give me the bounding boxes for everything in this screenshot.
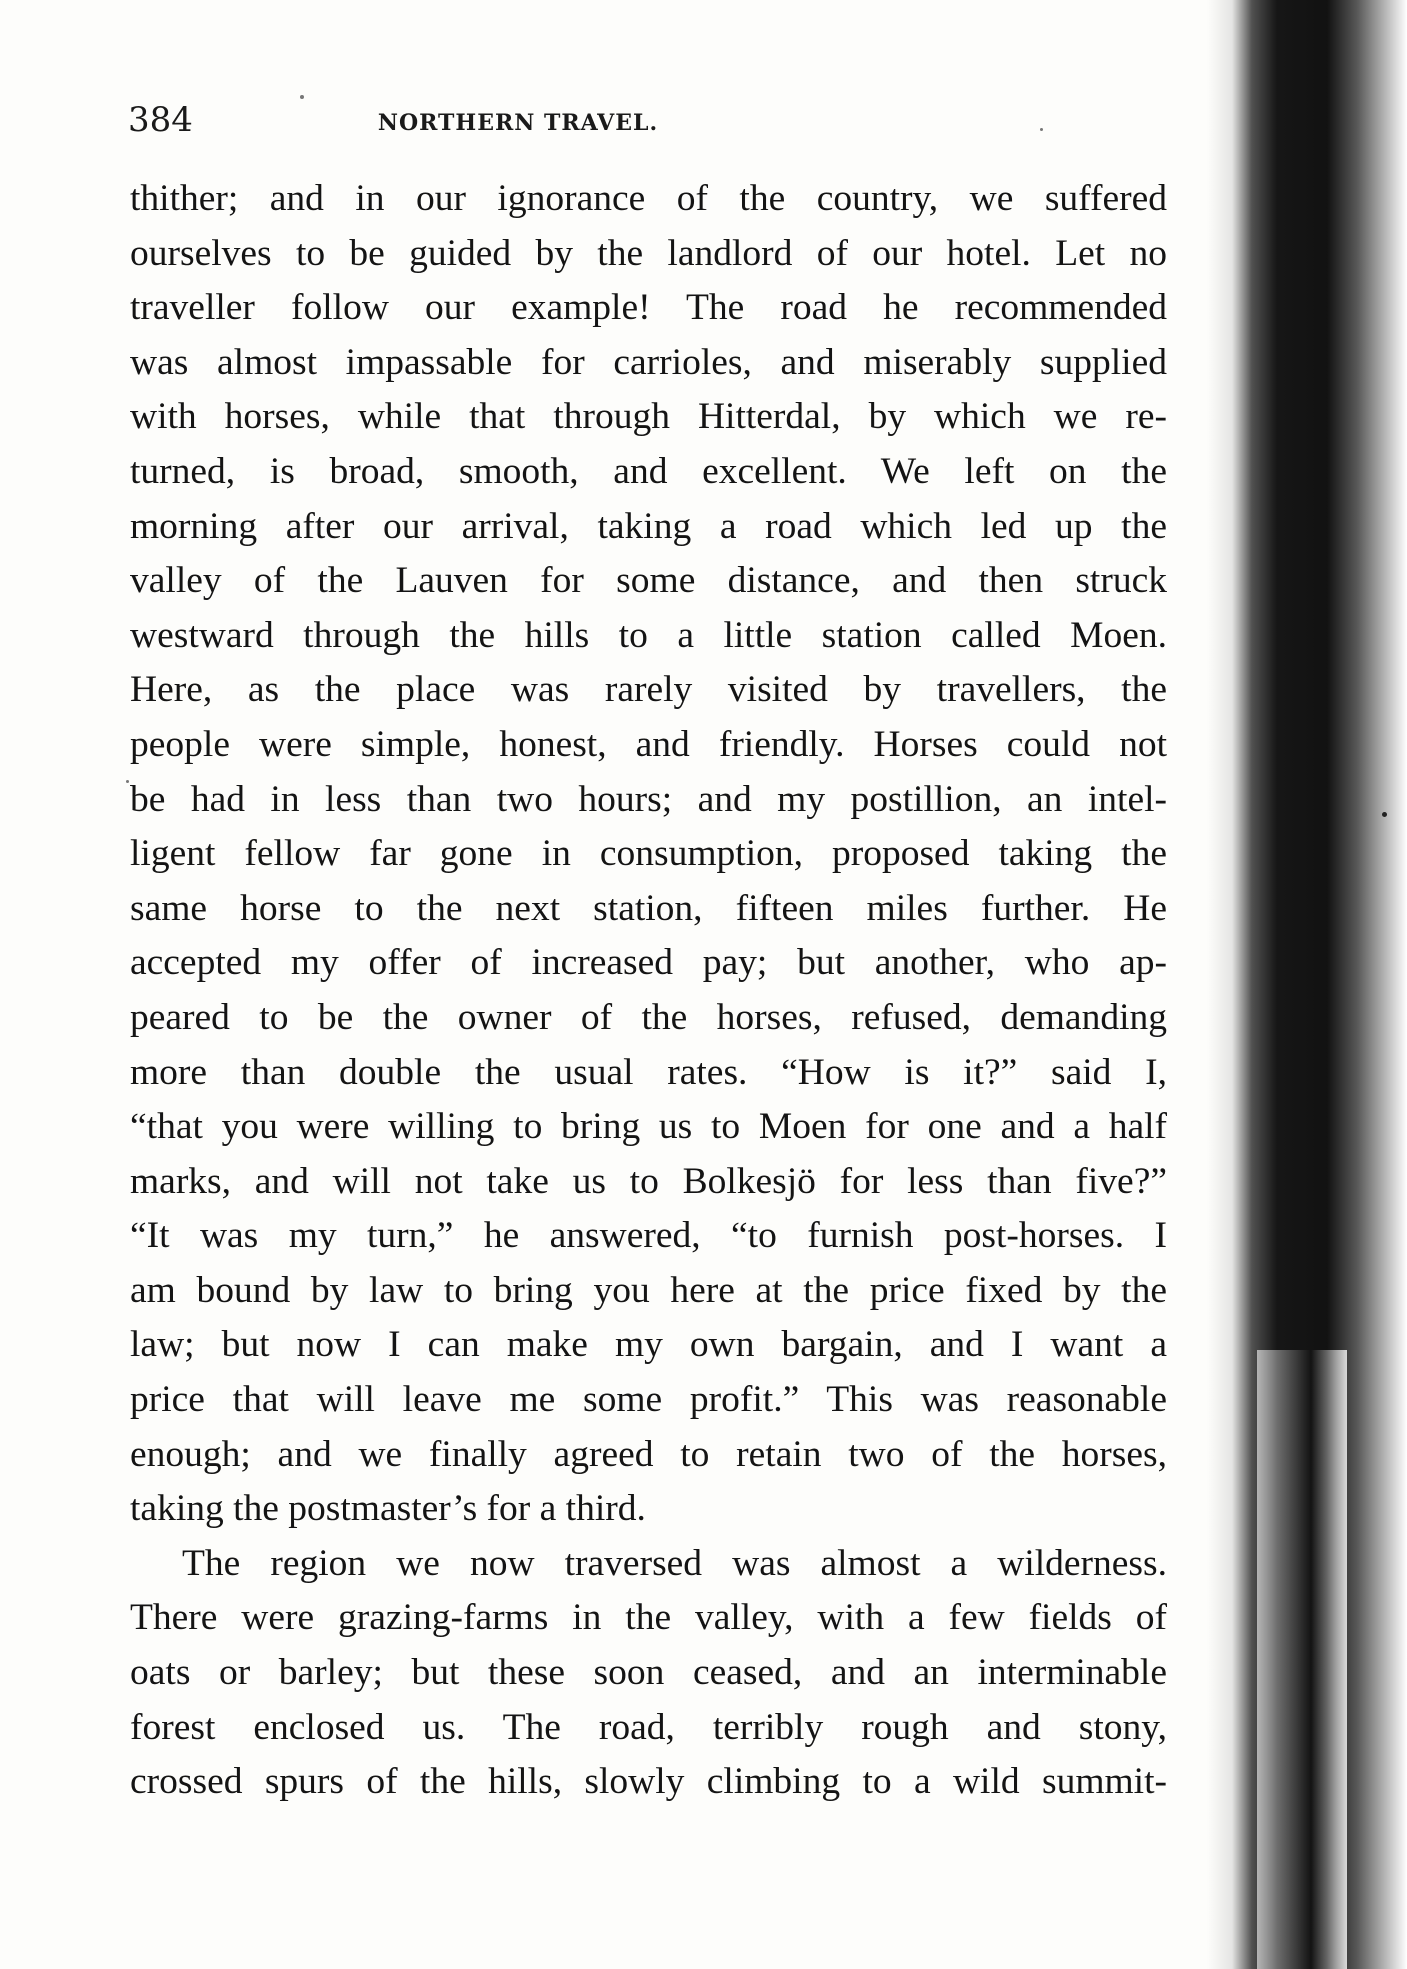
paper-speck xyxy=(300,95,304,99)
body-text xyxy=(130,172,1167,1810)
binding-gutter-highlight xyxy=(1257,1350,1347,1969)
text-line: thither; and in our ignorance of the country, we suffered xyxy=(130,178,1167,219)
text-line: “that you were willing to bring us to Moen for one and a half xyxy=(130,1106,1167,1148)
text-line: ligent fellow far gone in consumption, proposed taking the xyxy=(130,833,1167,875)
text-line-paragraph-end: taking the postmaster’s for a third. xyxy=(130,1488,646,1530)
paper-speck xyxy=(1040,128,1043,131)
text-line-paragraph-start: The region we now traversed was almost a wilderness. xyxy=(182,1542,1167,1584)
text-line: marks, and will not take us to Bolkesjö for less than five?” xyxy=(130,1160,1167,1202)
paper-speck xyxy=(126,780,129,783)
text-line: “It was my turn,” he answered, “to furnish post-horses. I xyxy=(130,1215,1167,1257)
text-line: ourselves to be guided by the landlord of our hotel. Let no xyxy=(130,232,1167,274)
paper-speck xyxy=(1382,812,1387,817)
text-line: traveller follow our example! The road he recommended xyxy=(130,287,1167,329)
text-line: morning after our arrival, taking a road which led up the xyxy=(130,505,1167,547)
text-line: price that will leave me some profit.” This was reasonable xyxy=(130,1379,1167,1421)
text-line: enough; and we finally agreed to retain two of the horses, xyxy=(130,1433,1167,1475)
page-number: 384 xyxy=(128,100,193,140)
text-line: peared to be the owner of the horses, refused, demanding xyxy=(130,996,1167,1038)
text-line: more than double the usual rates. “How is it?” said I, xyxy=(130,1051,1167,1093)
text-line: people were simple, honest, and friendly. Horses could not xyxy=(130,723,1167,765)
text-line: law; but now I can make my own bargain, and I want a xyxy=(130,1324,1167,1366)
text-line: same horse to the next station, fifteen miles further. He xyxy=(130,887,1167,929)
text-line: was almost impassable for carrioles, and miserably supplied xyxy=(130,341,1167,383)
text-line: be had in less than two hours; and my postillion, an intel- xyxy=(130,778,1167,820)
text-line: westward through the hills to a little station called Moen. xyxy=(130,614,1167,656)
running-head: NORTHERN TRAVEL. xyxy=(377,110,659,136)
text-line: am bound by law to bring you here at the price fixed by the xyxy=(130,1269,1167,1311)
text-line: accepted my offer of increased pay; but another, who ap- xyxy=(130,942,1167,984)
text-line: Here, as the place was rarely visited by travellers, the xyxy=(130,669,1167,711)
text-line: with horses, while that through Hitterdal, by which we re- xyxy=(130,396,1167,438)
text-line: turned, is broad, smooth, and excellent. We left on the xyxy=(130,450,1167,492)
text-line: crossed spurs of the hills, slowly climbing to a wild summit- xyxy=(130,1761,1167,1803)
text-line: valley of the Lauven for some distance, and then struck xyxy=(130,560,1167,602)
text-line: There were grazing-farms in the valley, with a few fields of xyxy=(130,1597,1167,1639)
page-header xyxy=(128,100,1158,150)
text-line: oats or barley; but these soon ceased, and an interminable xyxy=(130,1652,1167,1694)
text-line: forest enclosed us. The road, terribly rough and stony, xyxy=(130,1706,1167,1748)
